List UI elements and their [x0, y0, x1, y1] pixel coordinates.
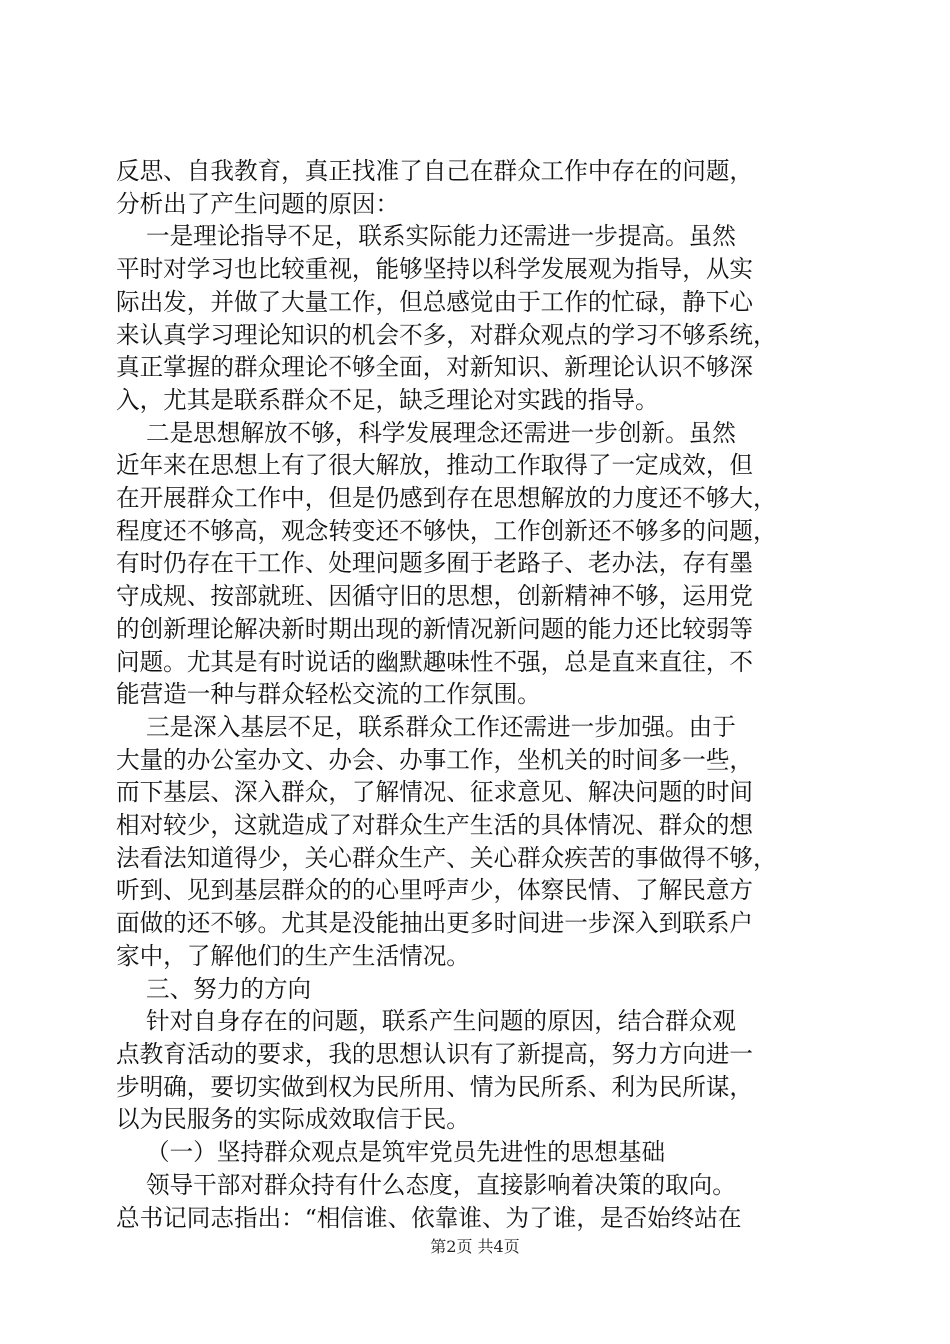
page-number-footer: 第2页 共4页: [430, 1237, 520, 1256]
text-line: 际出发，并做了大量工作，但总感觉由于工作的忙碌，静下心: [116, 287, 754, 316]
text-line: 问题。尤其是有时说话的幽默趣味性不强，总是直来直往，不: [116, 647, 754, 676]
section-heading: 三、努力的方向: [116, 974, 312, 1003]
text-line: 真正掌握的群众理论不够全面，对新知识、新理论认识不够深: [116, 353, 754, 382]
text-line: 入，尤其是联系群众不足，缺乏理论对实践的指导。: [116, 385, 659, 414]
text-line: 近年来在思想上有了很大解放，推动工作取得了一定成效，但: [116, 451, 754, 480]
text-line: 步明确，要切实做到权为民所用、情为民所系、利为民所谋，: [116, 1072, 754, 1101]
text-line: 点教育活动的要求，我的思想认识有了新提高，努力方向进一: [116, 1039, 754, 1068]
text-line: 有时仍存在干工作、处理问题多囿于老路子、老办法，存有墨: [116, 549, 754, 578]
text-line: 分析出了产生问题的原因：: [116, 189, 400, 218]
text-line: 三是深入基层不足，联系群众工作还需进一步加强。由于: [116, 712, 736, 741]
text-line: 反思、自我教育，真正找准了自己在群众工作中存在的问题，: [116, 157, 754, 185]
text-line: 能营造一种与群众轻松交流的工作氛围。: [116, 680, 541, 709]
text-line: 平时对学习也比较重视，能够坚持以科学发展观为指导，从实: [116, 255, 754, 284]
text-line: 一是理论指导不足，联系实际能力还需进一步提高。虽然: [116, 222, 736, 251]
text-line: 以为民服务的实际成效取信于民。: [116, 1105, 470, 1134]
text-line: 二是思想解放不够，科学发展理念还需进一步创新。虽然: [116, 418, 736, 447]
text-line: 程度还不够高，观念转变还不够快，工作创新还不够多的问题，: [116, 516, 777, 545]
text-line: 而下基层、深入群众，了解情况、征求意见、解决问题的时间: [116, 778, 754, 807]
document-body: [116, 155, 838, 1234]
text-line: 领导干部对群众持有什么态度，直接影响着决策的取向。: [116, 1170, 736, 1199]
text-line: 来认真学习理论知识的机会不多，对群众观点的学习不够系统，: [116, 320, 777, 349]
text-line: 在开展群众工作中，但是仍感到存在思想解放的力度还不够大，: [116, 484, 777, 513]
text-line: 听到、见到基层群众的的心里呼声少，体察民情、了解民意方: [116, 876, 754, 905]
text-line: 家中，了解他们的生产生活情况。: [116, 941, 470, 970]
text-line: 大量的办公室办文、办会、办事工作，坐机关的时间多一些，: [116, 745, 754, 774]
text-line: 相对较少，这就造成了对群众生产生活的具体情况、群众的想: [116, 811, 754, 840]
text-line: 的创新理论解决新时期出现的新情况新问题的能力还比较弱等: [116, 614, 754, 643]
text-line: 总书记同志指出：“相信谁、依靠谁、为了谁，是否始终站在: [116, 1203, 742, 1232]
text-line: 针对自身存在的问题，联系产生问题的原因，结合群众观: [116, 1007, 736, 1036]
text-line: 法看法知道得少，关心群众生产、关心群众疾苦的事做得不够，: [116, 843, 777, 872]
text-line: 守成规、按部就班、因循守旧的思想，创新精神不够，运用党: [116, 582, 754, 611]
text-line: 面做的还不够。尤其是没能抽出更多时间进一步深入到联系户: [116, 909, 754, 938]
subsection-heading: （一）坚持群众观点是筑牢党员先进性的思想基础: [116, 1138, 666, 1167]
